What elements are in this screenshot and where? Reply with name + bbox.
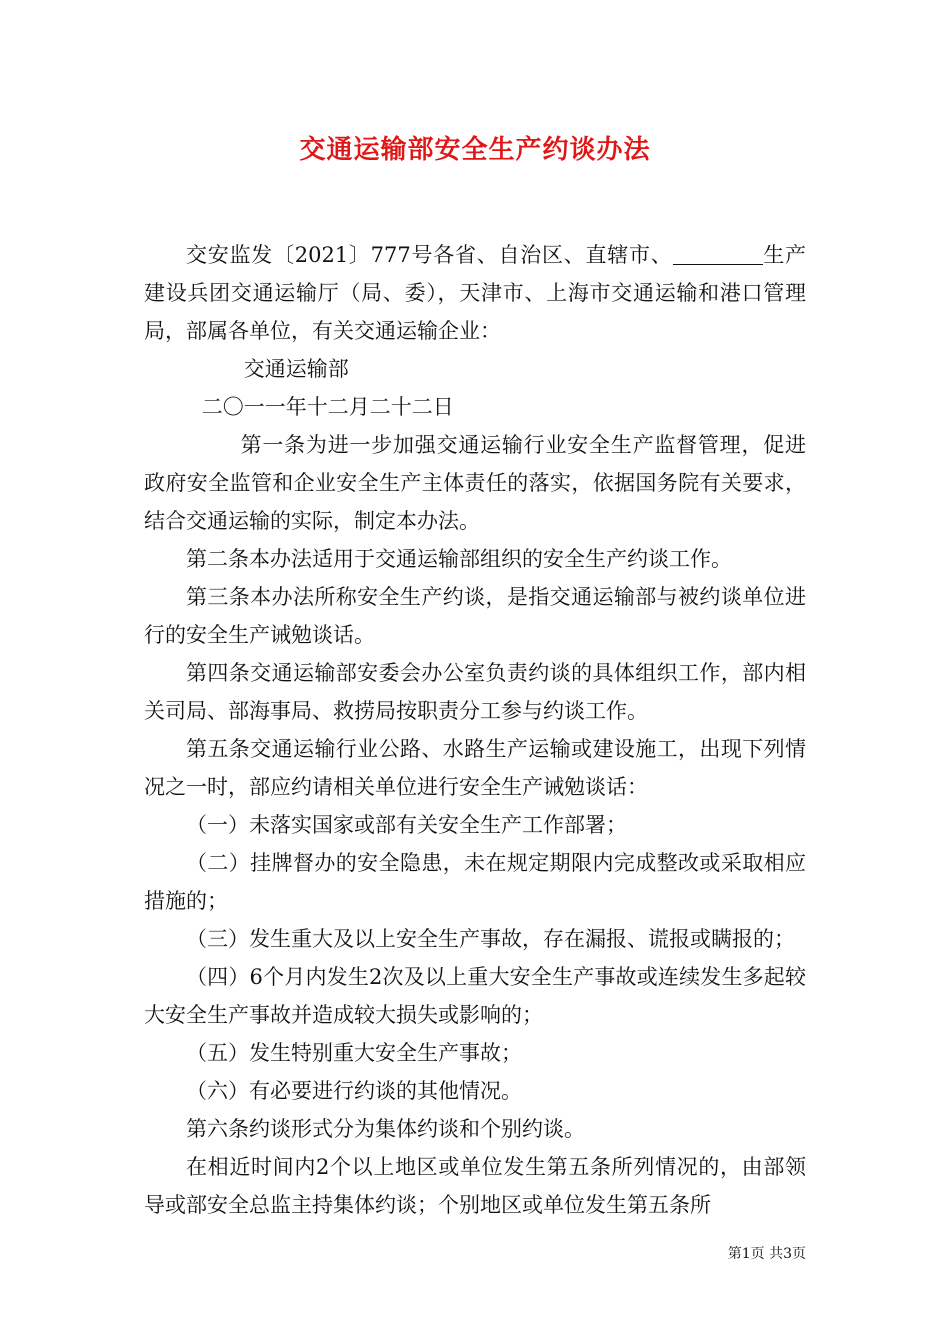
article-5-item-6: （六）有必要进行约谈的其他情况。 xyxy=(186,1079,522,1103)
article-3: 第三条本办法所称安全生产约谈，是指交通运输部与被约谈单位进行的安全生产诫勉谈话。 xyxy=(144,585,806,647)
header-lead: 交安监发〔2021〕777号各省、自治区、直辖市、 xyxy=(186,243,673,267)
header-tail: 生产建设兵团交通运输厅（局、委），天津市、上海市交通运输和港口管理局，部属各单位，有关交通运输企业： xyxy=(144,243,806,343)
issue-date: 二〇一一年十二月二十二日 xyxy=(201,395,454,419)
article-5-item-3: （三）发生重大及以上安全生产事故，存在漏报、谎报或瞒报的； xyxy=(186,927,795,951)
blank-fill-line xyxy=(673,242,763,265)
article-5-item-1: （一）未落实国家或部有关安全生产工作部署； xyxy=(186,813,627,837)
article-5: 第五条交通运输行业公路、水路生产运输或建设施工，出现下列情况之一时，部应约请相关单位进行安全生产诫勉谈话： xyxy=(144,737,806,799)
article-2: 第二条本办法适用于交通运输部组织的安全生产约谈工作。 xyxy=(186,547,732,571)
header-paragraph xyxy=(144,236,806,350)
article-4: 第四条交通运输部安委会办公室负责约谈的具体组织工作，部内相关司局、部海事局、救捞局按职责分工参与约谈工作。 xyxy=(144,661,806,723)
document-title: 交通运输部安全生产约谈办法 xyxy=(299,135,651,165)
page-number: 第1页 共3页 xyxy=(727,1246,806,1262)
document-body xyxy=(144,236,806,1224)
issuing-agency: 交通运输部 xyxy=(243,357,349,381)
article-6-detail: 在相近时间内2个以上地区或单位发生第五条所列情况的，由部领导或部安全总监主持集体约谈；个别地区或单位发生第五条所 xyxy=(144,1155,806,1217)
article-6: 第六条约谈形式分为集体约谈和个别约谈。 xyxy=(186,1117,585,1141)
article-1: 第一条为进一步加强交通运输行业安全生产监督管理，促进政府安全监管和企业安全生产主体责任的落实，依据国务院有关要求，结合交通运输的实际，制定本办法。 xyxy=(144,433,806,533)
article-5-item-2: （二）挂牌督办的安全隐患，未在规定期限内完成整改或采取相应措施的； xyxy=(144,851,806,913)
article-5-item-5: （五）发生特别重大安全生产事故； xyxy=(186,1041,522,1065)
article-5-item-4: （四）6个月内发生2次及以上重大安全生产事故或连续发生多起较大安全生产事故并造成较大损失或影响的； xyxy=(144,965,806,1027)
